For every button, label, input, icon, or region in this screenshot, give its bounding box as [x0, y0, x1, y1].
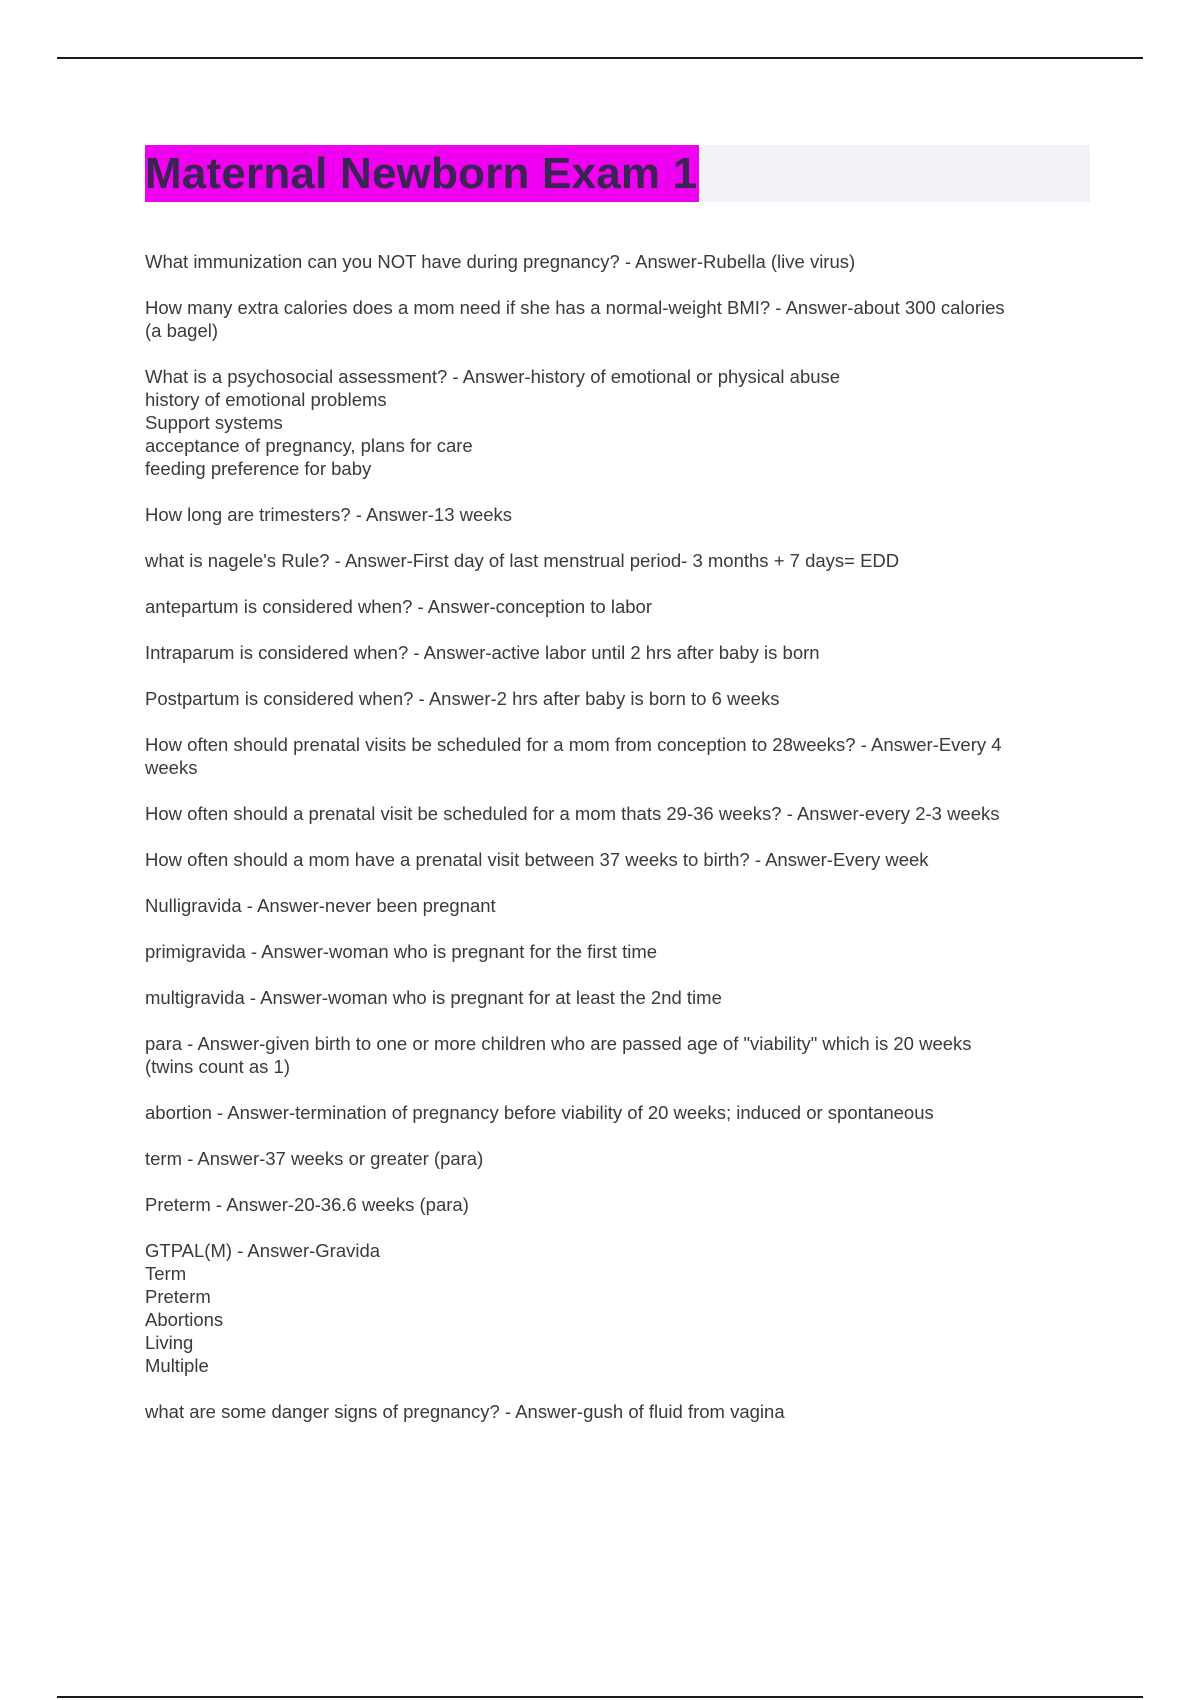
- qa-line: Intraparum is considered when? - Answer-active labor until 2 hrs after baby is born: [145, 642, 820, 663]
- qa-line: para - Answer-given birth to one or more children who are passed age of "viability" which is 20 weeks: [145, 1033, 972, 1054]
- qa-item: [145, 848, 1090, 871]
- qa-item: [145, 940, 1090, 963]
- qa-item: [145, 549, 1090, 572]
- qa-line: Postpartum is considered when? - Answer-2 hrs after baby is born to 6 weeks: [145, 688, 780, 709]
- qa-item: [145, 1400, 1090, 1423]
- qa-item: [145, 1032, 1090, 1078]
- qa-line: antepartum is considered when? - Answer-conception to labor: [145, 596, 652, 617]
- qa-line: GTPAL(M) - Answer-Gravida: [145, 1240, 381, 1261]
- qa-line: Preterm: [145, 1286, 211, 1307]
- qa-line: what are some danger signs of pregnancy? - Answer-gush of fluid from vagina: [145, 1401, 785, 1422]
- qa-line: Support systems: [145, 412, 283, 433]
- qa-line: Nulligravida - Answer-never been pregnant: [145, 895, 496, 916]
- qa-line: (twins count as 1): [145, 1056, 290, 1077]
- qa-item: [145, 733, 1090, 779]
- title-band: [145, 145, 1090, 202]
- qa-item: [145, 503, 1090, 526]
- qa-item: [145, 1193, 1090, 1216]
- qa-item: [145, 365, 1090, 480]
- qa-line: Abortions: [145, 1309, 224, 1330]
- qa-item: [145, 250, 1090, 273]
- qa-item: [145, 986, 1090, 1009]
- qa-line: Multiple: [145, 1355, 209, 1376]
- qa-line: acceptance of pregnancy, plans for care: [145, 435, 473, 456]
- qa-line: what is nagele's Rule? - Answer-First day of last menstrual period- 3 months + 7 days= EDD: [145, 550, 900, 571]
- qa-line: How many extra calories does a mom need if she has a normal-weight BMI? - Answer-about 300 calories: [145, 297, 1005, 318]
- qa-line: Living: [145, 1332, 194, 1353]
- qa-item: [145, 894, 1090, 917]
- qa-line: multigravida - Answer-woman who is pregnant for at least the 2nd time: [145, 987, 722, 1008]
- qa-line: Term: [145, 1263, 187, 1284]
- qa-line: (a bagel): [145, 320, 219, 341]
- document-title: Maternal Newborn Exam 1: [145, 145, 699, 202]
- qa-line: weeks: [145, 757, 198, 778]
- qa-line: How often should prenatal visits be scheduled for a mom from conception to 28weeks? - Answer-Every 4: [145, 734, 1002, 755]
- qa-line: How often should a prenatal visit be scheduled for a mom thats 29-36 weeks? - Answer-every 2-3 weeks: [145, 803, 1000, 824]
- top-rule: [57, 57, 1143, 59]
- qa-item: [145, 595, 1090, 618]
- document-body: [145, 145, 1090, 1446]
- qa-line: What is a psychosocial assessment? - Answer-history of emotional or physical abuse: [145, 366, 841, 387]
- qa-line: How often should a mom have a prenatal visit between 37 weeks to birth? - Answer-Every week: [145, 849, 929, 870]
- qa-item: [145, 1239, 1090, 1377]
- qa-item: [145, 1101, 1090, 1124]
- qa-item: [145, 802, 1090, 825]
- qa-list: [145, 250, 1090, 1423]
- bottom-rule: [57, 1696, 1143, 1698]
- qa-line: abortion - Answer-termination of pregnancy before viability of 20 weeks; induced or spontaneous: [145, 1102, 934, 1123]
- qa-line: term - Answer-37 weeks or greater (para): [145, 1148, 484, 1169]
- qa-item: [145, 296, 1090, 342]
- qa-item: [145, 641, 1090, 664]
- qa-line: history of emotional problems: [145, 389, 387, 410]
- qa-line: primigravida - Answer-woman who is pregnant for the first time: [145, 941, 658, 962]
- qa-item: [145, 687, 1090, 710]
- qa-line: feeding preference for baby: [145, 458, 372, 479]
- qa-item: [145, 1147, 1090, 1170]
- qa-line: What immunization can you NOT have during pregnancy? - Answer-Rubella (live virus): [145, 251, 856, 272]
- qa-line: Preterm - Answer-20-36.6 weeks (para): [145, 1194, 469, 1215]
- qa-line: How long are trimesters? - Answer-13 weeks: [145, 504, 513, 525]
